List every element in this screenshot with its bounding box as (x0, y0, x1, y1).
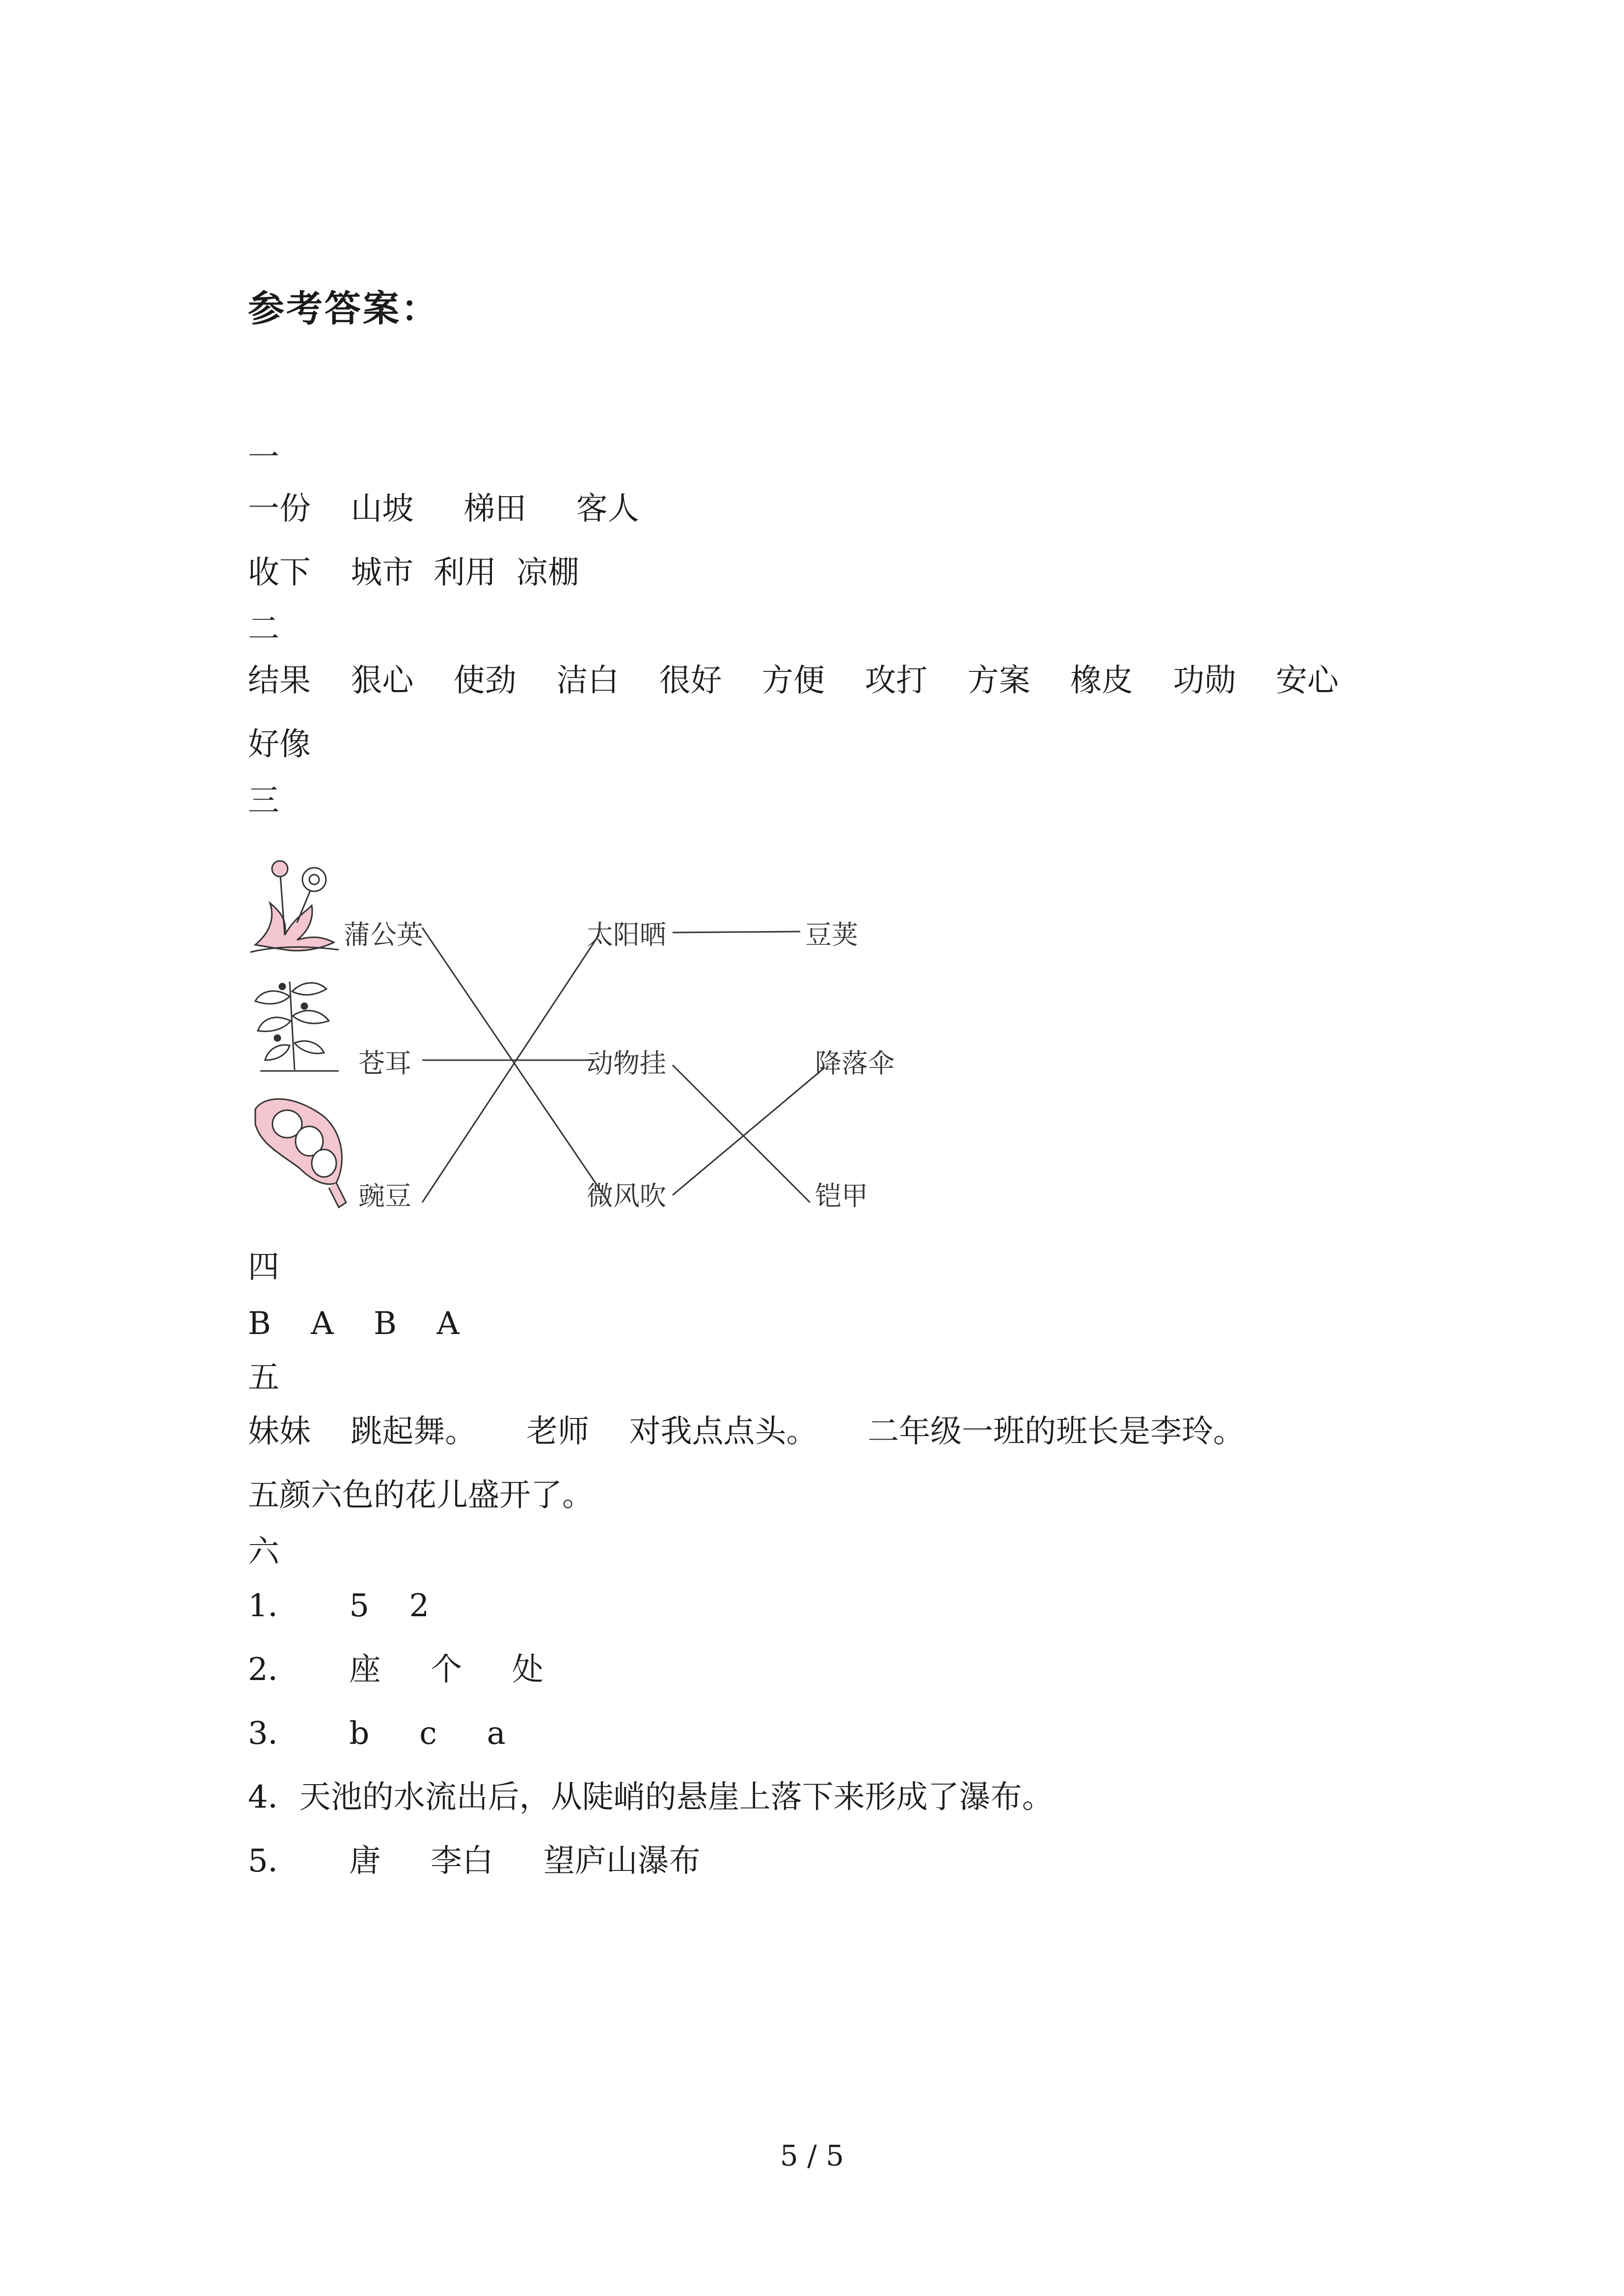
analogy-label: 铠甲 (815, 1180, 868, 1211)
plant-label: 豌豆 (358, 1180, 411, 1211)
section-heading-4: 四 (248, 1249, 279, 1285)
matching-diagram (241, 849, 928, 1222)
cocklebur-icon (255, 982, 339, 1071)
section-heading-2: 二 (248, 611, 279, 647)
match-line (673, 1068, 825, 1195)
page-title: 参考答案： (248, 288, 439, 330)
section-heading-3: 三 (248, 783, 279, 819)
dandelion-icon (250, 861, 339, 952)
answer-item: 5． 唐 李白 望庐山瀑布 (248, 1843, 701, 1879)
analogy-label: 降落伞 (815, 1048, 894, 1079)
answer-line: B A B A (248, 1306, 460, 1342)
match-line (673, 1065, 810, 1202)
plant-label: 苍耳 (358, 1048, 411, 1079)
section-heading-5: 五 (248, 1360, 279, 1396)
analogy-label: 豆荚 (805, 919, 858, 950)
answer-line: 妹妹 跳起舞。 老师 对我点点头。 二年级一班的班长是李玲。 (248, 1414, 1245, 1450)
page-number: 5 / 5 (780, 2139, 844, 2172)
matching-lines (241, 849, 928, 1222)
method-label: 动物挂 (587, 1048, 666, 1079)
match-line (422, 935, 599, 1202)
method-label: 太阳晒 (587, 919, 666, 950)
section-heading-1: 一 (248, 439, 279, 476)
answer-item: 3． b c a (248, 1715, 506, 1752)
answer-line: 结果 狠心 使劲 洁白 很好 方便 攻打 方案 橡皮 功勋 安心 (248, 663, 1339, 699)
pea-pod-icon (255, 1099, 346, 1207)
method-label: 微风吹 (587, 1180, 666, 1211)
answer-line: 五颜六色的花儿盛开了。 (248, 1477, 594, 1514)
match-line (673, 932, 800, 933)
answer-item: 1． 5 2 (248, 1588, 430, 1624)
answer-line: 收下 城市 利用 凉棚 (248, 555, 579, 591)
answer-item: 2． 座 个 处 (248, 1652, 543, 1688)
answer-item: 4．天池的水流出后，从陡峭的悬崖上落下来形成了瀑布。 (248, 1779, 1054, 1815)
answer-line: 好像 (248, 726, 311, 763)
section-heading-6: 六 (248, 1534, 279, 1570)
plant-label: 蒲公英 (344, 919, 423, 950)
answer-line: 一份 山坡 梯田 客人 (248, 491, 639, 527)
